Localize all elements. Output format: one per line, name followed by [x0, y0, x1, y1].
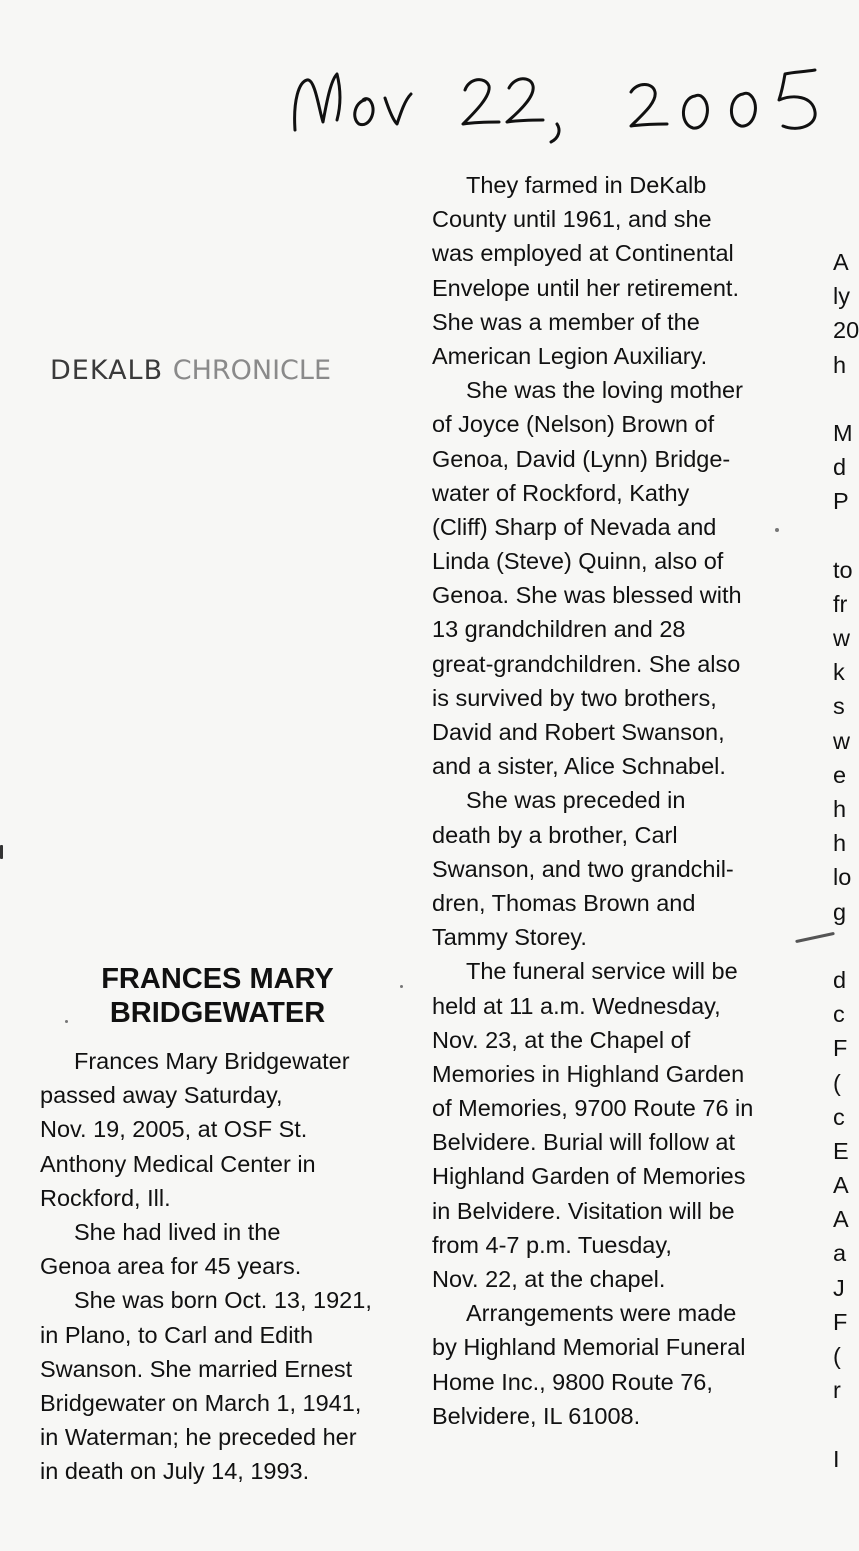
text-line: Genoa area for 45 years. — [40, 1253, 302, 1280]
text-line: was employed at Continental — [432, 240, 734, 267]
text-line: She had lived in the — [74, 1218, 281, 1245]
cutoff-text-fragment: A — [833, 1172, 849, 1199]
text-line: Genoa, David (Lynn) Bridge- — [432, 445, 731, 472]
cutoff-text-fragment — [833, 929, 849, 963]
text-line: Home Inc., 9800 Route 76, — [432, 1368, 713, 1395]
text-line: death by a brother, Carl — [432, 821, 678, 848]
text-line: Arrangements were made — [466, 1300, 737, 1327]
text-line: of Joyce (Nelson) Brown of — [432, 411, 715, 438]
text-line: in Plano, to Carl and Edith — [40, 1321, 314, 1348]
text-line: Anthony Medical Center in — [40, 1150, 316, 1177]
cutoff-text-fragment: c — [833, 1001, 845, 1028]
text-line: Belvidere. Burial will follow at — [432, 1129, 736, 1156]
newspaper-stamp — [50, 355, 340, 395]
cutoff-text-fragment: a — [833, 1240, 847, 1267]
scan-speck — [65, 1020, 68, 1023]
cutoff-text-fragment: 20 — [833, 317, 859, 344]
text-line: and a sister, Alice Schnabel. — [432, 753, 726, 780]
cutoff-text-fragment: to — [833, 556, 853, 583]
cutoff-text-fragment: J — [833, 1274, 845, 1301]
stamp-faded-text: CHRONICLE — [172, 355, 332, 386]
text-line: Frances Mary Bridgewater — [74, 1048, 350, 1074]
cutoff-text-fragment: h — [833, 830, 847, 857]
cutoff-text-fragment: lo — [833, 864, 852, 891]
obituary-column-1 — [40, 1044, 372, 1488]
text-line: Swanson, and two grandchil- — [432, 855, 734, 882]
cutoff-text-fragment: F — [833, 1308, 848, 1335]
text-line: great-grandchildren. She also — [432, 650, 741, 677]
scan-speck — [795, 932, 835, 943]
obituary-heading — [40, 962, 395, 1030]
cutoff-text-fragment: h — [833, 351, 847, 378]
obituary-column-2 — [432, 168, 753, 1433]
cutoff-text-fragment: M — [833, 419, 853, 446]
text-line: She was a member of the — [432, 308, 700, 335]
scan-speck — [775, 528, 779, 532]
text-line: by Highland Memorial Funeral — [432, 1334, 746, 1361]
cutoff-text-fragment: A — [833, 1206, 849, 1233]
cutoff-text-fragment — [833, 382, 849, 416]
text-line: The funeral service will be — [466, 958, 738, 985]
obituary-column-3-cutoff — [833, 245, 859, 1476]
text-line: 13 grandchildren and 28 — [432, 616, 686, 643]
cutoff-text-fragment: w — [833, 625, 850, 652]
cutoff-text-fragment: s — [833, 693, 845, 720]
text-line: Genoa. She was blessed with — [432, 582, 742, 609]
text-line: Envelope until her retirement. — [432, 274, 739, 301]
text-line: Tammy Storey. — [432, 924, 587, 951]
cutoff-text-fragment: A — [833, 249, 849, 275]
cutoff-text-fragment: F — [833, 1035, 848, 1062]
cutoff-text-fragment: ( — [833, 1069, 841, 1096]
text-line: She was the loving mother — [466, 377, 743, 404]
text-line: Bridgewater on March 1, 1941, — [40, 1389, 362, 1416]
text-line: David and Robert Swanson, — [432, 719, 725, 745]
cutoff-text-fragment: w — [833, 727, 850, 754]
cutoff-text-fragment: r — [833, 1377, 841, 1404]
text-line: American Legion Auxiliary. — [432, 342, 708, 369]
text-line: County until 1961, and she — [432, 206, 712, 233]
text-line: held at 11 a.m. Wednesday, — [432, 992, 721, 1019]
cutoff-text-fragment: P — [833, 488, 849, 515]
text-line: Nov. 23, at the Chapel of — [432, 1026, 691, 1053]
text-line: Nov. 19, 2005, at OSF St. — [40, 1116, 308, 1143]
stamp-visible-text: DEKALB — [50, 355, 164, 386]
text-line: Memories in Highland Garden — [432, 1060, 745, 1087]
text-line: of Memories, 9700 Route 76 in — [432, 1095, 754, 1122]
text-line: She was preceded in — [466, 787, 686, 814]
text-line: Belvidere, IL 61008. — [432, 1402, 641, 1429]
cutoff-text-fragment: ( — [833, 1343, 841, 1369]
text-line: water of Rockford, Kathy — [432, 479, 690, 506]
cutoff-text-fragment: E — [833, 1137, 849, 1164]
text-line: Swanson. She married Ernest — [40, 1355, 353, 1382]
cutoff-text-fragment: e — [833, 761, 847, 788]
text-line: is survived by two brothers, — [432, 684, 717, 711]
heading-line-1: FRANCES MARY — [101, 963, 334, 995]
cutoff-text-fragment — [833, 1407, 849, 1441]
text-line: Nov. 22, at the chapel. — [432, 1266, 666, 1292]
cutoff-text-fragment: ly — [833, 283, 850, 310]
text-line: Highland Garden of Memories — [432, 1163, 746, 1190]
text-line: from 4-7 p.m. Tuesday, — [432, 1231, 672, 1258]
cutoff-text-fragment: d — [833, 966, 847, 993]
scan-speck — [400, 985, 403, 988]
text-line: in death on July 14, 1993. — [40, 1458, 310, 1485]
cutoff-text-fragment — [833, 519, 849, 553]
text-line: in Waterman; he preceded her — [40, 1424, 357, 1451]
cutoff-text-fragment: h — [833, 796, 847, 822]
handwritten-date — [285, 60, 845, 140]
scan-speck — [0, 845, 3, 859]
text-line: in Belvidere. Visitation will be — [432, 1197, 735, 1224]
text-line: Rockford, Ill. — [40, 1184, 171, 1211]
text-line: They farmed in DeKalb — [466, 172, 707, 198]
cutoff-text-fragment: d — [833, 454, 847, 481]
text-line: Linda (Steve) Quinn, also of — [432, 548, 724, 575]
text-line: (Cliff) Sharp of Nevada and — [432, 513, 717, 540]
text-line: dren, Thomas Brown and — [432, 889, 696, 916]
cutoff-text-fragment: c — [833, 1103, 845, 1130]
heading-line-2: BRIDGEWATER — [109, 997, 326, 1029]
cutoff-text-fragment: g — [833, 898, 847, 925]
cutoff-text-fragment: fr — [833, 590, 848, 617]
cutoff-text-fragment: I — [833, 1445, 840, 1472]
cutoff-text-fragment: k — [833, 659, 845, 686]
text-line: She was born Oct. 13, 1921, — [74, 1287, 372, 1314]
text-line: passed away Saturday, — [40, 1082, 283, 1109]
